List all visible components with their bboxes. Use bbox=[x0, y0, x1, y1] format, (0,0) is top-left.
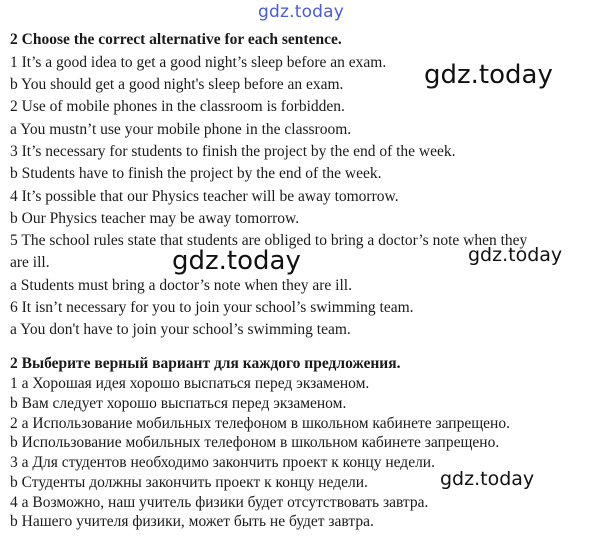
russian-line-7: 4 а Возможно, наш учитель физики будет отсутствовать завтра. bbox=[10, 494, 429, 511]
russian-line-1: 1 а Хорошая идея хорошо выспаться перед экзаменом. bbox=[10, 375, 370, 392]
english-line-5: 3 It’s necessary for students to finish the project by the end of the week. bbox=[10, 143, 456, 160]
english-line-9: 5 The school rules state that students are obliged to bring a doctor’s note when they bbox=[10, 232, 528, 249]
english-line-10: are ill. bbox=[10, 254, 50, 271]
english-line-6: b Students have to finish the project by the end of the week. bbox=[10, 165, 382, 182]
russian-line-4: b Использование мобильных телефоном в школьном кабинете запрещено. bbox=[10, 434, 500, 451]
russian-heading: 2 Выберите верный вариант для каждого предложения. bbox=[10, 355, 401, 372]
watermark-center: gdz.today bbox=[172, 246, 301, 276]
watermark-right-3: gdz.today bbox=[440, 468, 535, 490]
english-line-8: b Our Physics teacher may be away tomorrow. bbox=[10, 210, 300, 227]
english-line-3: 2 Use of mobile phones in the classroom is forbidden. bbox=[10, 98, 345, 115]
english-line-1: 1 It’s a good idea to get a good night’s sleep before an exam. bbox=[10, 54, 387, 71]
russian-line-3: 2 а Использование мобильных телефоном в школьном кабинете запрещено. bbox=[10, 415, 510, 432]
english-line-4: a You mustn’t use your mobile phone in the classroom. bbox=[10, 121, 352, 138]
english-line-12: 6 It isn’t necessary for you to join your school’s swimming team. bbox=[10, 299, 414, 316]
russian-line-2: b Вам следует хорошо выспаться перед экзаменом. bbox=[10, 395, 347, 412]
english-heading: 2 Choose the correct alternative for each sentence. bbox=[10, 31, 342, 48]
russian-line-5: 3 а Для студентов необходимо закончить проект к концу недели. bbox=[10, 454, 435, 471]
english-line-13: a You don't have to join your school’s swimming team. bbox=[10, 321, 351, 338]
watermark-right-2: gdz.today bbox=[468, 244, 563, 266]
english-line-2: b You should get a good night's sleep before an exam. bbox=[10, 76, 344, 93]
english-line-11: a Students must bring a doctor’s note when they are ill. bbox=[10, 277, 352, 294]
watermark-top: gdz.today bbox=[258, 2, 345, 22]
russian-line-6: b Студенты должны закончить проект к концу недели. bbox=[10, 474, 368, 491]
russian-line-8: b Нашего учителя физики, может быть не будет завтра. bbox=[10, 513, 374, 530]
english-line-7: 4 It’s possible that our Physics teacher will be away tomorrow. bbox=[10, 188, 399, 205]
watermark-right-1: gdz.today bbox=[424, 60, 553, 90]
